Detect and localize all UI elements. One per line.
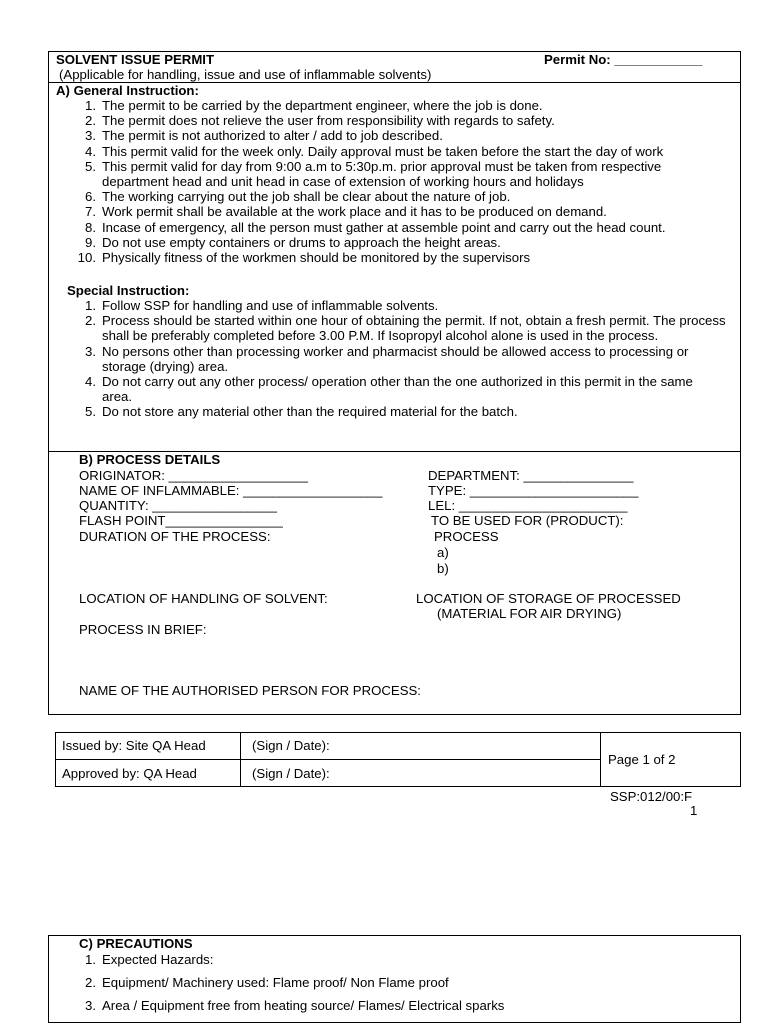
- list-item: 1. Follow SSP for handling and use of inflammable solvents.: [85, 298, 439, 313]
- process-b-label: b): [437, 561, 449, 576]
- approval-col-divider-1: [240, 732, 241, 787]
- issued-sign-date-field[interactable]: (Sign / Date):: [252, 738, 330, 753]
- list-item: 8. Incase of emergency, all the person must gather at assemble point and carry out the head count.: [85, 219, 666, 235]
- approved-by-label: Approved by: QA Head: [62, 766, 197, 781]
- list-item: 3. The permit is not authorized to alter / add to job described.: [85, 128, 443, 144]
- list-item: 5. This permit valid for day from 9:00 a.m to 5:30p.m. prior approval must be taken from respective department head and unit head in case of extension of working hours and holidays: [85, 158, 662, 190]
- general-instruction-list: [48, 98, 736, 265]
- page-number: Page 1 of 2: [608, 752, 676, 767]
- list-item: 2. The permit does not relieve the user from responsibility with regards to safety.: [85, 113, 555, 129]
- permit-title: SOLVENT ISSUE PERMIT: [56, 52, 215, 67]
- general-instruction-heading: A) General Instruction:: [56, 83, 199, 98]
- location-handling-label: LOCATION OF HANDLING OF SOLVENT:: [79, 591, 328, 606]
- list-item: 5. Do not store any material other than the required material for the batch.: [85, 404, 518, 420]
- list-item: 6. The working carrying out the job shall be clear about the nature of job.: [85, 189, 511, 205]
- permit-number: Permit No: ____________: [544, 52, 703, 67]
- quantity-field[interactable]: QUANTITY: _________________: [79, 498, 277, 513]
- process-in-brief-label: PROCESS IN BRIEF:: [79, 622, 207, 637]
- list-item: 4. This permit valid for the week only. Daily approval must be taken before the start the day of work: [85, 143, 664, 159]
- location-storage-label: LOCATION OF STORAGE OF PROCESSED: [416, 591, 681, 606]
- special-instruction-heading: Special Instruction:: [67, 283, 190, 298]
- authorised-person-label: NAME OF THE AUTHORISED PERSON FOR PROCESS:: [79, 683, 421, 698]
- approved-sign-date-field[interactable]: (Sign / Date):: [252, 766, 330, 781]
- type-field[interactable]: TYPE: _______________________: [428, 483, 639, 498]
- material-drying-label: (MATERIAL FOR AIR DRYING): [437, 606, 622, 621]
- precautions-heading: C) PRECAUTIONS: [79, 936, 193, 951]
- list-item: 4. Do not carry out any other process/ operation other than the one authorized in this permit in the same area.: [85, 374, 693, 405]
- department-field[interactable]: DEPARTMENT: _______________: [428, 468, 634, 483]
- list-item: 1. The permit to be carried by the department engineer, where the job is done.: [85, 98, 543, 113]
- document-code-suffix: 1: [690, 803, 698, 818]
- process-details-heading: B) PROCESS DETAILS: [79, 452, 221, 467]
- process-a-label: a): [437, 545, 449, 560]
- to-be-used-for-label: TO BE USED FOR (PRODUCT):: [431, 513, 624, 528]
- approval-row-divider: [55, 759, 601, 760]
- document-code: SSP:012/00:F: [610, 789, 693, 804]
- list-item: 7. Work permit shall be available at the work place and it has to be produced on demand.: [85, 204, 607, 220]
- duration-label: DURATION OF THE PROCESS:: [79, 529, 271, 544]
- originator-field[interactable]: ORIGINATOR: ___________________: [79, 468, 308, 483]
- lel-field[interactable]: LEL: _______________________: [428, 498, 628, 513]
- name-of-inflammable-field[interactable]: NAME OF INFLAMMABLE: ___________________: [79, 483, 383, 498]
- approval-col-divider-2: [600, 732, 601, 787]
- special-instruction-list: [48, 298, 736, 420]
- list-item: 3. No persons other than processing worker and pharmacist should be allowed access to processing or storage (drying) area.: [85, 343, 689, 374]
- list-item: 10. Physically fitness of the workmen should be monitored by the supervisors: [77, 250, 531, 266]
- list-item: 2. Process should be started within one hour of obtaining the permit. If not, obtain a fresh permit. The process shall be preferably completed before 3.00 P.M. If Isopropyl alcohol alone is used in the process.: [85, 313, 726, 344]
- flash-point-field[interactable]: FLASH POINT________________: [79, 513, 283, 528]
- issued-by-label: Issued by: Site QA Head: [62, 738, 206, 753]
- process-label: PROCESS: [434, 529, 499, 544]
- permit-subtitle: (Applicable for handling, issue and use of inflammable solvents): [59, 67, 432, 82]
- list-item: 9. Do not use empty containers or drums to approach the height areas.: [85, 234, 501, 250]
